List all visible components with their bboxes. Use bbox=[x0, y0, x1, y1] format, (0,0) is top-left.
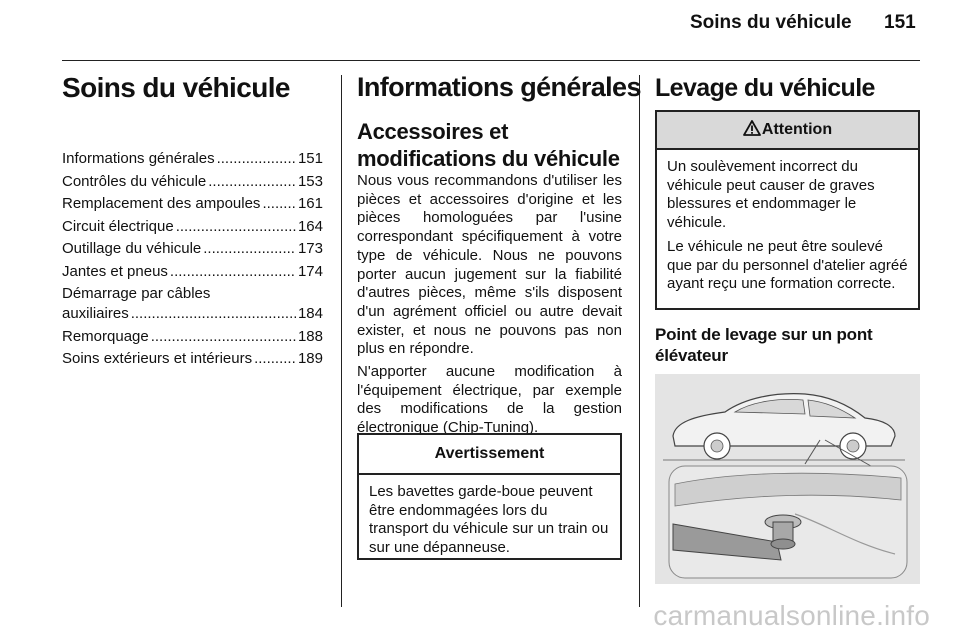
toc-entry[interactable] bbox=[62, 350, 323, 373]
toc-entry[interactable] bbox=[62, 173, 323, 196]
toc-entry[interactable] bbox=[62, 150, 323, 173]
page-header-title: Soins du véhicule bbox=[690, 12, 852, 33]
toc-entry[interactable] bbox=[62, 285, 323, 328]
body-paragraph: Nous vous recommandons d'utiliser les pièces et accessoires d'origine et les pièces homologuées par l'usine correspondant spécifiquement à votre type de véhicule. Nous ne pouvons porter aucun jugement sur la fiabilité d'autres pièces, même s'ils disposent d'un agrément officiel ou autre devait exister, et nous ne pouvons pas non plus en répondre. bbox=[357, 172, 622, 358]
header-rule bbox=[62, 60, 920, 61]
toc-label: Contrôles du véhicule bbox=[62, 172, 207, 190]
body-paragraph: N'apporter aucune modification à l'équipement électrique, par exemple des modifications de la gestion électronique (Chip-Tuning). bbox=[357, 363, 622, 437]
warning-title: Avertissement bbox=[359, 435, 620, 475]
toc-page: 151 bbox=[297, 150, 323, 167]
toc-page: 161 bbox=[297, 195, 323, 212]
toc-entry[interactable] bbox=[62, 263, 323, 286]
attention-body bbox=[657, 150, 918, 302]
toc-label: Informations générales bbox=[62, 150, 215, 167]
lifting-title: Levage du véhicule bbox=[655, 74, 875, 102]
toc-page: 184 bbox=[297, 305, 323, 322]
attention-header bbox=[657, 112, 918, 150]
toc-label: Remorquage bbox=[62, 327, 149, 345]
toc-page: 173 bbox=[297, 240, 323, 257]
toc-page: 164 bbox=[297, 217, 323, 235]
watermark: carmanualsonline.info bbox=[653, 600, 930, 631]
section-title: Informations générales bbox=[357, 72, 641, 102]
toc-page: 174 bbox=[297, 262, 323, 280]
warning-box bbox=[357, 433, 622, 560]
toc-entry[interactable] bbox=[62, 218, 323, 241]
toc-label: Outillage du véhicule bbox=[62, 240, 202, 257]
toc-label: Démarrage par câbles bbox=[62, 285, 211, 302]
toc-label: Soins extérieurs et intérieurs bbox=[62, 350, 253, 367]
toc-page: 189 bbox=[297, 350, 323, 367]
toc-entry[interactable] bbox=[62, 328, 323, 351]
toc-label: Remplacement des ampoules bbox=[62, 195, 261, 212]
chapter-title: Soins du véhicule bbox=[62, 72, 290, 103]
attention-title: Attention bbox=[761, 121, 833, 138]
toc-label: Circuit électrique bbox=[62, 217, 174, 235]
column-divider-right bbox=[639, 75, 640, 607]
car-on-lift-icon bbox=[655, 374, 920, 584]
warning-text: Les bavettes garde-boue peuvent être endommagées lors du transport du véhicule sur un train ou sur une dépanneuse. bbox=[369, 483, 609, 556]
warning-triangle-icon bbox=[743, 120, 761, 136]
toc-label: Jantes et pneus bbox=[62, 262, 168, 280]
toc-page: 153 bbox=[297, 172, 323, 190]
attention-text: Un soulèvement incorrect du véhicule peut causer de graves blessures et endommager le véhicule. bbox=[667, 158, 875, 231]
table-of-contents bbox=[62, 150, 323, 373]
attention-text: Le véhicule ne peut être soulevé que par du personnel d'atelier agréé ayant reçu une formation correcte. bbox=[667, 238, 908, 292]
lifting-point-subtitle: Point de levage sur un pont élévateur bbox=[655, 325, 873, 365]
page-number: 151 bbox=[884, 12, 916, 33]
toc-entry[interactable] bbox=[62, 240, 323, 263]
attention-box bbox=[655, 110, 920, 310]
lifting-illustration bbox=[655, 374, 920, 584]
toc-entry[interactable] bbox=[62, 195, 323, 218]
toc-label: auxiliaires bbox=[62, 305, 129, 322]
section-body bbox=[357, 172, 622, 442]
toc-page: 188 bbox=[297, 327, 323, 345]
column-divider-left bbox=[341, 75, 342, 607]
section-subtitle: Accessoires et modifications du véhicule bbox=[357, 119, 620, 171]
